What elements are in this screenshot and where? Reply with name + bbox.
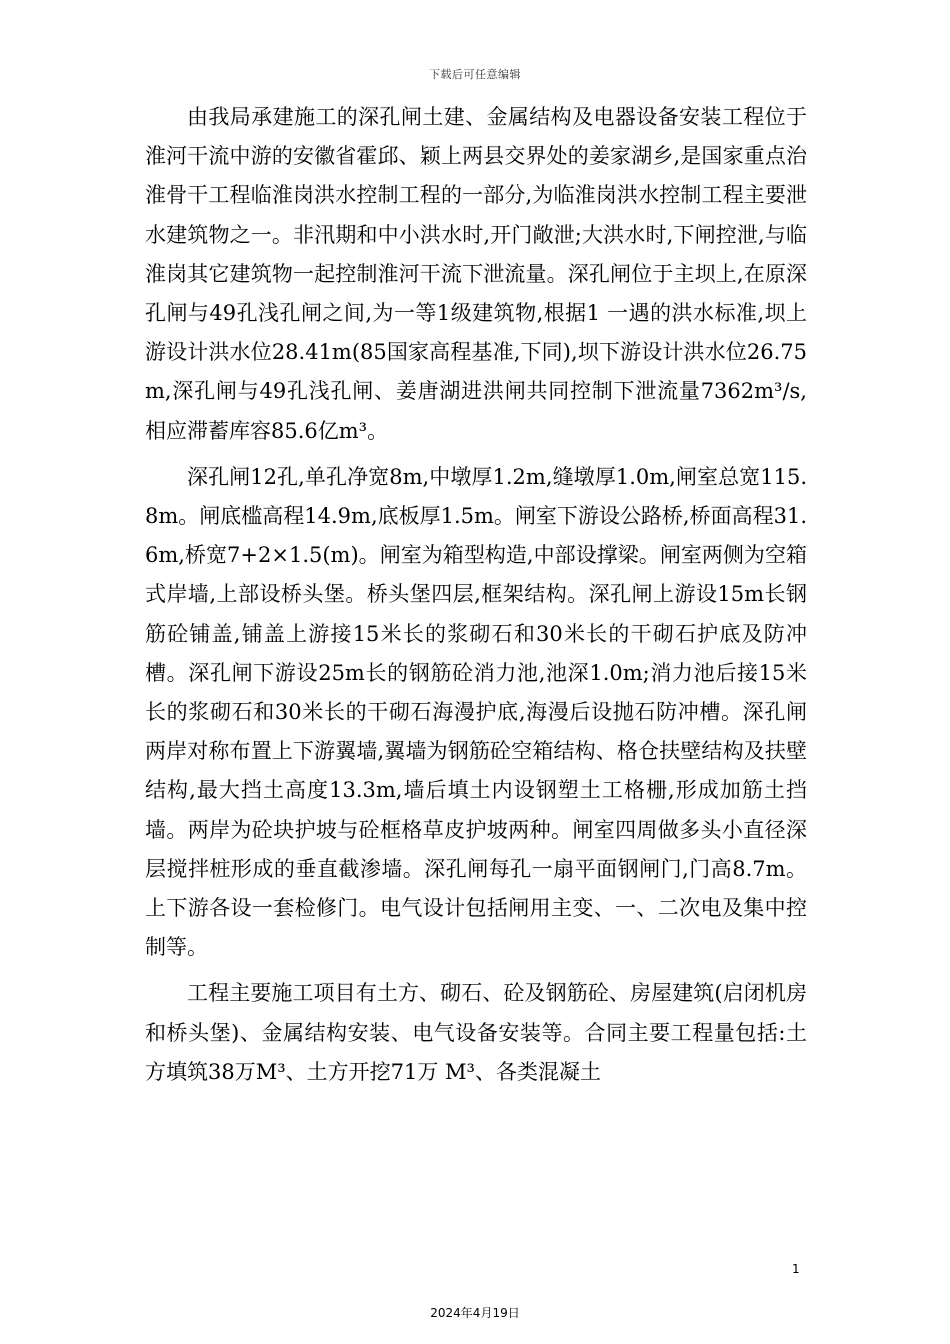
document-body [145, 98, 807, 1092]
paragraph-construction-items: 工程主要施工项目有土方、砌石、砼及钢筋砼、房屋建筑(启闭机房和桥头堡)、金属结构安装、电气设备安装等。合同主要工程量包括:土方填筑38万M³、土方开挖71万 M³、各类混凝土 [145, 981, 807, 1084]
page-number: 1 [792, 1262, 800, 1276]
footer-date: 2024年4月19日 [430, 1306, 520, 1320]
page-header: 下载后可任意编辑 [429, 68, 521, 81]
paragraph-project-overview: 由我局承建施工的深孔闸土建、金属结构及电器设备安装工程位于淮河干流中游的安徽省霍邱、颖上两县交界处的姜家湖乡,是国家重点治淮骨干工程临淮岗洪水控制工程的一部分,为临淮岗洪水控制工程主要泄水建筑物之一。非汛期和中小洪水时,开门敞泄;大洪水时,下闸控泄,与临淮岗其它建筑物一起控制淮河干流下泄流量。深孔闸位于主坝上,在原深孔闸与49孔浅孔闸之间,为一等1级建筑物,根据1 一遇的洪水标准,坝上游设计洪水位28.41m(85国家高程基准,下同),坝下游设计洪水位26.75m,深孔闸与49孔浅孔闸、姜唐湖进洪闸共同控制下泄流量7362m³/s,相应滞蓄库容85.6亿m³。 [145, 105, 807, 443]
paragraph-structure-details: 深孔闸12孔,单孔净宽8m,中墩厚1.2m,缝墩厚1.0m,闸室总宽115.8m。闸底槛高程14.9m,底板厚1.5m。闸室下游设公路桥,桥面高程31.6m,桥宽7+2×1.5(m)。闸室为箱型构造,中部设撑梁。闸室两侧为空箱式岸墙,上部设桥头堡。桥头堡四层,框架结构。深孔闸上游设15m长钢筋砼铺盖,铺盖上游接15米长的浆砌石和30米长的干砌石护底及防冲槽。深孔闸下游设25m长的钢筋砼消力池,池深1.0m;消力池后接15米长的浆砌石和30米长的干砌石海漫护底,海漫后设抛石防冲槽。深孔闸两岸对称布置上下游翼墙,翼墙为钢筋砼空箱结构、格仓扶壁结构及扶壁结构,最大挡土高度13.3m,墙后填土内设钢塑土工格栅,形成加筋土挡墙。两岸为砼块护坡与砼框格草皮护坡两种。闸室四周做多头小直径深层搅拌桩形成的垂直截渗墙。深孔闸每孔一扇平面钢闸门,门高8.7m。上下游各设一套检修门。电气设计包括闸用主变、一、二次电及集中控制等。 [145, 464, 808, 960]
